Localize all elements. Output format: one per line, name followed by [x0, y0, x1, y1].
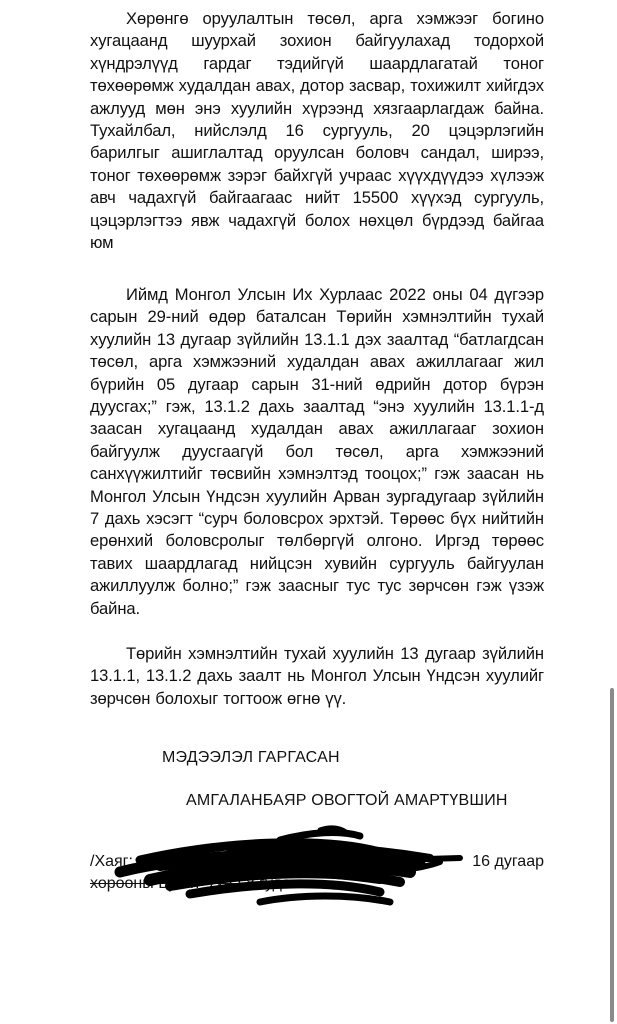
paragraph-1: Хөрөнгө оруулалтын төсөл, арга хэмжээг богино хугацаанд шуурхай зохион байгуулахад тодорхой хүндрэлүүд гардаг тэдийгүй шаардлагатай тоног төхөөрөмж худалдан авах, дотор засвар, тохижилт хийгдэх ажлууд мөн энэ хуулийн хүрээнд хязгаарлагдаж байна. Тухайлбал, нийслэлд 16 сургууль, 20 цэцэрлэгийн барилгыг ашиглалтад оруулсан боловч сандал, ширээ, тоног төхөөрөмж зэрэг байхгүй учраас хүүхдүүдээ хүлээж авч чадахгүй байгаагаас нийт 15500 хүүхэд сургууль, цэцэрлэгтээ явж чадахгүй болох нөхцөл бүрдээд байгаа юм: [90, 9, 544, 253]
scrollbar-thumb[interactable]: [610, 688, 614, 1022]
address-line-1-end: 16 дугаар: [472, 853, 544, 870]
redaction-scribble: [80, 822, 520, 912]
paragraph-2: Иймд Монгол Улсын Их Хурлаас 2022 оны 04 дүгээр сарын 29-ний өдөр баталсан Төрийн хэмнэлтийн тухай хуулийн 13 дугаар зүйлийн 13.1.1 дэх заалтад “батлагдсан төсөл, арга хэмжээний худалдан авах ажиллагааг жил бүрийн 05 дугаар сарын 31-ний өдрийн дотор бүрэн дуусгах;” гэж, 13.1.2 дахь заалтад “энэ хуулийн 13.1.1-д заасан хугацаанд худалдан авах ажиллагааг зохион байгуулж дуусгаагүй бол төсөл, арга хэмжээний санхүүжилтийг төсвийн хэмнэлтэд тооцох;” гэж заасан нь Монгол Улсын Үндсэн хуулийн Арван зургадугаар зүйлийн 7 дахь хэсэгт “сурч боловсрох эрхтэй. Төрөөс бүх нийтийн ерөнхий боловсролыг төлбөргүй олгоно. Иргэд төрөөс тавих шаардлагад нийцсэн хувийн сургууль байгуулан ажиллуулж болно;” гэж заасныг тус тус зөрчсөн гэж үзэж байна.: [90, 285, 544, 618]
paragraph-3: Төрийн хэмнэлтийн тухай хуулийн 13 дугаар зүйлийн 13.1.1, 13.1.2 дахь заалт нь Монгол Улсын Үндсэн хуулийг зөрчсөн болохыг тогтоож өгнө үү.: [90, 644, 544, 708]
signature-label: МЭДЭЭЛЭЛ ГАРГАСАН: [162, 749, 340, 766]
address-prefix: /Хаяг:: [90, 853, 133, 870]
signature-name: АМГАЛАНБАЯР ОВОГТОЙ АМАРТҮВШИН: [186, 792, 508, 809]
address-line-2: хорооны Буянт-Ухаа 8 гудамж: [90, 875, 313, 892]
